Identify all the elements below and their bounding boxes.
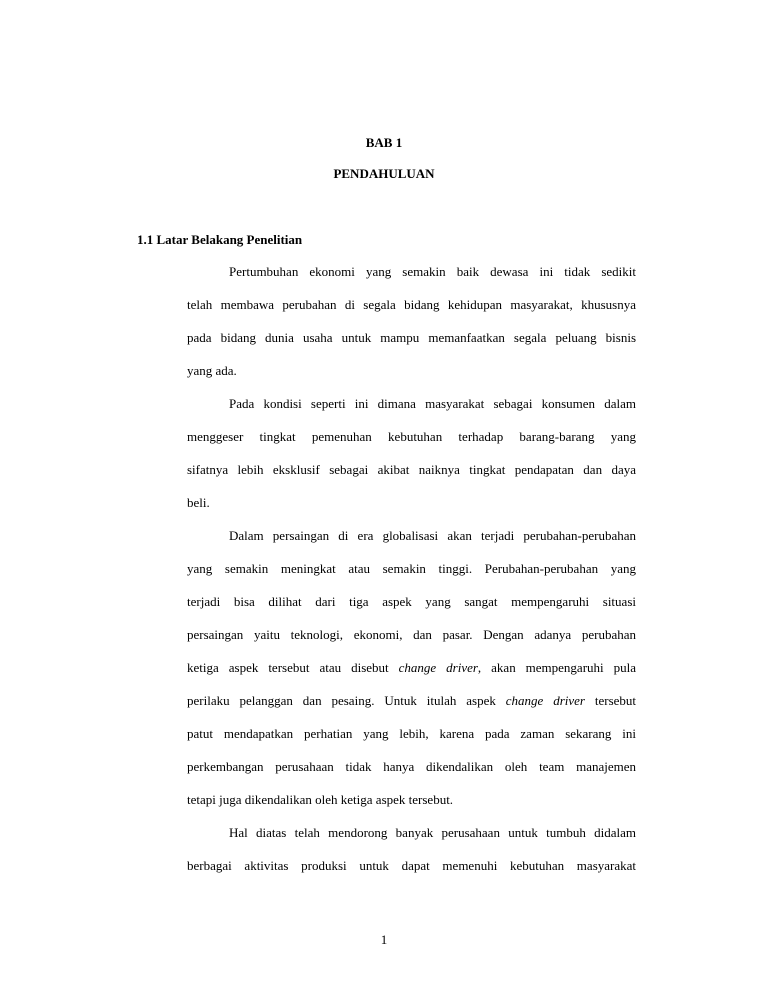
- paragraph-line-change-driver: ketiga aspek tersebut atau disebut change driver, akan mempengaruhi pula: [187, 660, 637, 675]
- paragraph-line: menggeser tingkat pemenuhan kebutuhan terhadap barang-barang yang: [187, 429, 636, 444]
- paragraph-line: pada bidang dunia usaha untuk mampu memanfaatkan segala peluang bisnis: [187, 330, 636, 345]
- paragraph-line: beli.: [187, 495, 210, 510]
- chapter-title: PENDAHULUAN: [333, 166, 435, 181]
- chapter-label: BAB 1: [365, 135, 403, 150]
- paragraph-line: sifatnya lebih eksklusif sebagai akibat naiknya tingkat pendapatan dan daya: [187, 462, 636, 477]
- paragraph-line: Pada kondisi seperti ini dimana masyarakat sebagai konsumen dalam: [229, 396, 636, 411]
- paragraph-line: persaingan yaitu teknologi, ekonomi, dan pasar. Dengan adanya perubahan: [187, 627, 636, 642]
- paragraph-line: patut mendapatkan perhatian yang lebih, karena pada zaman sekarang ini: [187, 726, 636, 741]
- paragraph-line: telah membawa perubahan di segala bidang kehidupan masyarakat, khususnya: [187, 297, 636, 312]
- italic-term: change driver: [398, 660, 478, 675]
- paragraph-line: perkembangan perusahaan tidak hanya dikendalikan oleh team manajemen: [187, 759, 636, 774]
- page-number: 1: [380, 932, 388, 947]
- section-heading: 1.1 Latar Belakang Penelitian: [137, 232, 303, 247]
- paragraph-line: Pertumbuhan ekonomi yang semakin baik dewasa ini tidak sedikit: [229, 264, 636, 279]
- paragraph-line: yang ada.: [187, 363, 237, 378]
- paragraph-line: tetapi juga dikendalikan oleh ketiga aspek tersebut.: [187, 792, 454, 807]
- paragraph-line: yang semakin meningkat atau semakin tinggi. Perubahan-perubahan yang: [187, 561, 636, 576]
- italic-term: change driver: [505, 693, 585, 708]
- paragraph-line: Dalam persaingan di era globalisasi akan terjadi perubahan-perubahan: [229, 528, 636, 543]
- paragraph-line: Hal diatas telah mendorong banyak perusahaan untuk tumbuh didalam: [229, 825, 636, 840]
- paragraph-line: terjadi bisa dilihat dari tiga aspek yang sangat mempengaruhi situasi: [187, 594, 636, 609]
- paragraph-line-change-driver: perilaku pelanggan dan pesaing. Untuk itulah aspek change driver tersebut: [187, 693, 637, 708]
- paragraph-line: berbagai aktivitas produksi untuk dapat memenuhi kebutuhan masyarakat: [187, 858, 636, 873]
